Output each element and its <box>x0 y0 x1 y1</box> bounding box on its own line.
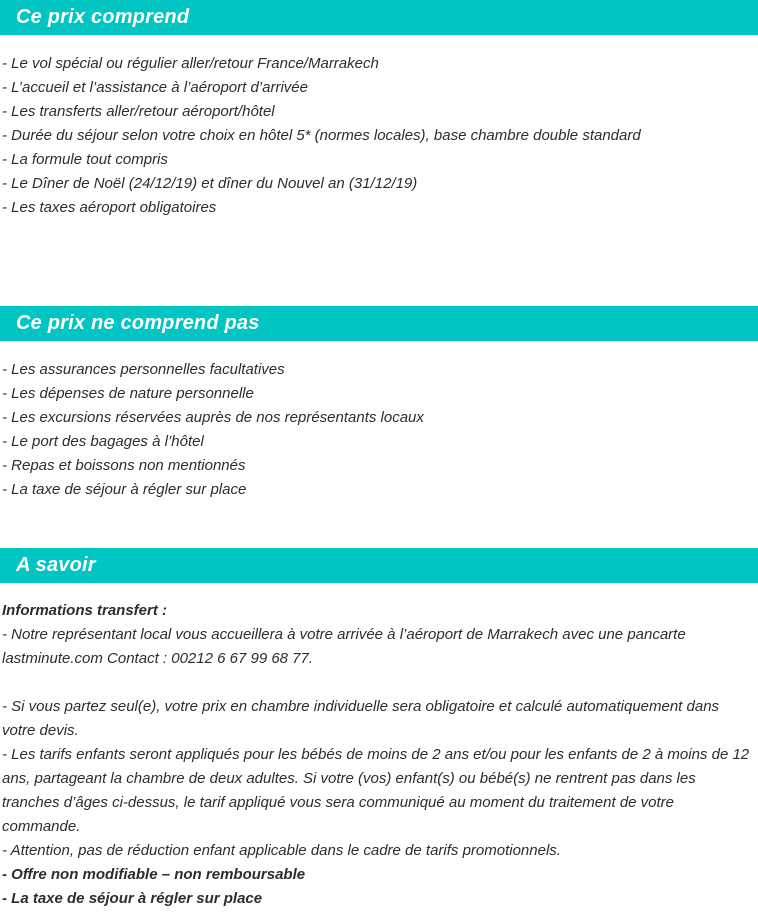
list-item: - L’accueil et l’assistance à l’aéroport d’arrivée <box>2 79 308 96</box>
excludes-list <box>0 341 758 548</box>
list-item: - La formule tout compris <box>2 151 168 168</box>
section-header-excludes <box>0 306 758 341</box>
note-item: - Les tarifs enfants seront appliqués pour les bébés de moins de 2 ans et/ou pour les enfants de 2 à moins de 12 ans, partageant la chambre de deux adultes. Si votre (vos) enfant(s) ou bébé(s) ne rentrent pas dans les tranches d’âges ci-dessus, le tarif appliqué vous sera communiqué au moment du traitement de votre commande. <box>2 746 750 835</box>
notes-content <box>0 583 758 923</box>
list-item: - Les taxes aéroport obligatoires <box>2 199 217 216</box>
section-header-notes <box>0 548 758 583</box>
section-title-notes: A savoir <box>16 554 96 576</box>
section-price-excludes <box>0 306 758 548</box>
list-item: - Le Dîner de Noël (24/12/19) et dîner du Nouvel an (31/12/19) <box>2 175 418 192</box>
section-good-to-know <box>0 548 758 923</box>
list-item: - Repas et boissons non mentionnés <box>2 457 246 474</box>
section-price-includes <box>0 0 758 306</box>
transfer-info-heading: Informations transfert : <box>2 602 168 619</box>
includes-list <box>0 35 758 306</box>
list-item: - Les transferts aller/retour aéroport/hôtel <box>2 103 275 120</box>
note-item: - Attention, pas de réduction enfant applicable dans le cadre de tarifs promotionnels. <box>2 842 561 859</box>
list-item: - Les assurances personnelles facultatives <box>2 361 285 378</box>
note-item: - Si vous partez seul(e), votre prix en chambre individuelle sera obligatoire et calculé automatiquement dans votre devis. <box>2 698 720 739</box>
section-title-excludes: Ce prix ne comprend pas <box>16 312 260 334</box>
list-item: - Les dépenses de nature personnelle <box>2 385 254 402</box>
list-item: - La taxe de séjour à régler sur place <box>2 481 247 498</box>
conditions-block <box>2 695 756 911</box>
note-item-non-refundable: - Offre non modifiable – non remboursable <box>2 866 306 883</box>
list-item: - Le port des bagages à l’hôtel <box>2 433 204 450</box>
transfer-info-text: - Notre représentant local vous accueillera à votre arrivée à l’aéroport de Marrakech avec une pancarte lastminute.com Contact : 00212 6 67 99 68 77. <box>2 626 686 667</box>
spacer <box>2 671 756 695</box>
note-item-city-tax: - La taxe de séjour à régler sur place <box>2 890 263 907</box>
list-item: - Les excursions réservées auprès de nos représentants locaux <box>2 409 424 426</box>
list-item: - Durée du séjour selon votre choix en hôtel 5* (normes locales), base chambre double standard <box>2 127 641 144</box>
transfer-info-block <box>2 599 756 671</box>
section-header-includes <box>0 0 758 35</box>
list-item: - Le vol spécial ou régulier aller/retour France/Marrakech <box>2 55 379 72</box>
section-title-includes: Ce prix comprend <box>16 6 190 28</box>
